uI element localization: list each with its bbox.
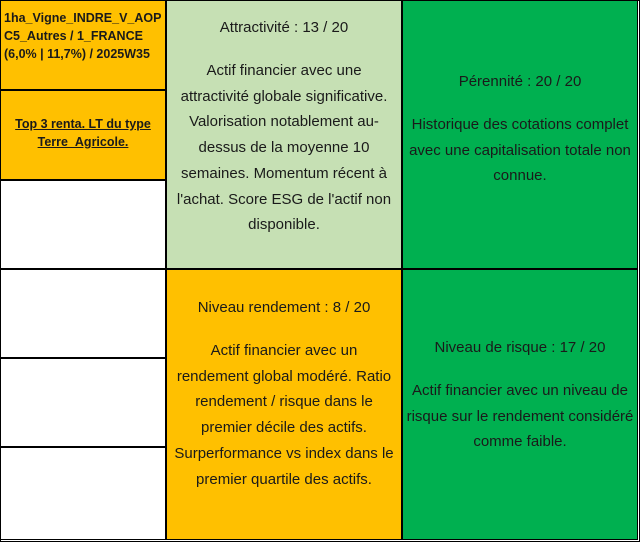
asset-name: 1ha_Vigne_INDRE_V_AOP [4,11,162,25]
rendement-card [166,269,402,540]
perennite-card [402,0,638,269]
perennite-body: Historique des cotations complet avec une capitalisation totale non connue. [409,116,631,185]
asset-rates-week: (6,0% | 11,7%) / 2025W35 [4,47,150,61]
risque-card [402,269,638,540]
asset-category: C5_Autres / 1_FRANCE [4,29,143,43]
top3-cell [0,90,166,180]
empty-cell [0,358,166,447]
empty-cell [0,269,166,358]
risque-title: Niveau de risque : 17 / 20 [434,339,606,356]
top3-label: Top 3 renta. LT du type Terre_Agricole. [15,117,151,149]
rendement-title: Niveau rendement : 8 / 20 [197,299,371,316]
asset-id-cell [0,0,166,90]
attractivite-body: Actif financier avec une attractivité globale significative. Valorisation notablement au-dessus de la moyenne 10 semaines. Momentum récent à l'achat. Score ESG de l'actif non disponible. [176,62,392,234]
rendement-body: Actif financier avec un rendement global modéré. Ratio rendement / risque dans le premier décile des actifs. Surperformance vs index dans le premier quartile des actifs. [174,342,394,488]
attractivite-card [166,0,402,269]
empty-cell [0,180,166,269]
asset-id-text [1,1,165,63]
risque-body: Actif financier avec un niveau de risque sur le rendement considéré comme faible. [406,382,634,451]
perennite-title: Pérennité : 20 / 20 [458,73,582,90]
attractivite-title: Attractivité : 13 / 20 [219,19,349,36]
empty-cell [0,447,166,540]
